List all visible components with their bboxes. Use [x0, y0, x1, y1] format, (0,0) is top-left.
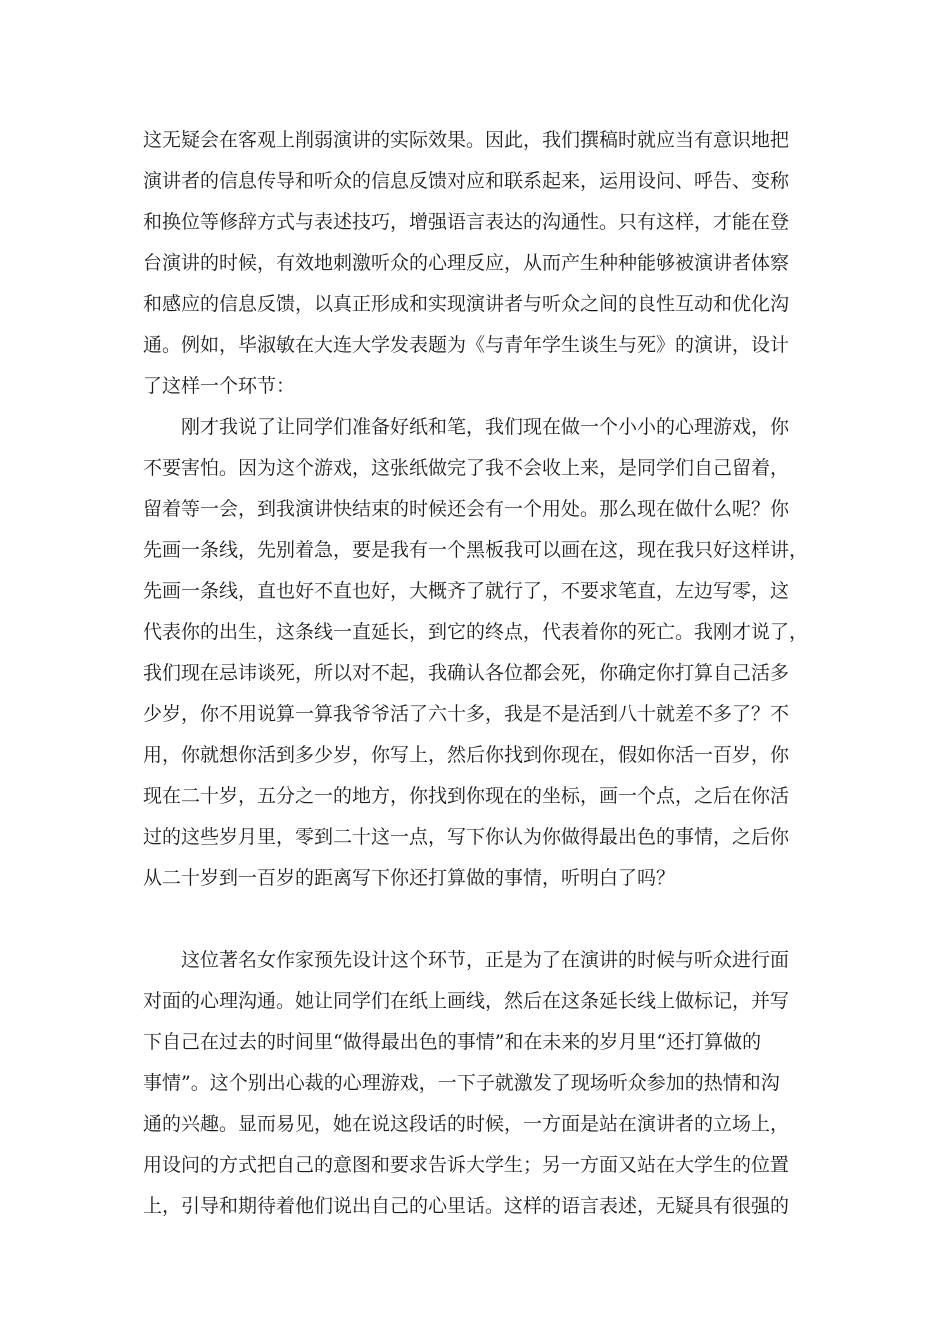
- paragraph-1-line: 通。例如，毕淑敏在大连大学发表题为《与青年学生谈生与死》的演讲，设计: [143, 334, 790, 356]
- quote-line: 现在二十岁，五分之一的地方，你找到你现在的坐标，画一个点，之后在你活: [143, 785, 790, 807]
- paragraph-1-line: 了这样一个环节：: [143, 375, 296, 397]
- quote-line: 我们现在忌讳谈死，所以对不起，我确认各位都会死，你确定你打算自己活多: [143, 662, 790, 684]
- quote-line: 从二十岁到一百岁的距离写下你还打算做的事情，听明白了吗？: [143, 867, 676, 889]
- paragraph-2-line: 对面的心理沟通。她让同学们在纸上画线，然后在这条延长线上做标记，并写: [143, 990, 790, 1012]
- paragraph-2-line: 通的兴趣。显而易见，她在说这段话的时候，一方面是站在演讲者的立场上，: [143, 1113, 790, 1135]
- quote-line: 先画一条线，先别着急，要是我有一个黑板我可以画在这，现在我只好这样讲，: [143, 539, 809, 561]
- paragraph-1-line: 这无疑会在客观上削弱演讲的实际效果。因此，我们撰稿时就应当有意识地把: [143, 129, 790, 151]
- paragraph-2-line: 上，引导和期待着他们说出自己的心里话。这样的语言表述，无疑具有很强的: [143, 1195, 790, 1217]
- paragraph-1-line: 和换位等修辞方式与表述技巧，增强语言表达的沟通性。只有这样，才能在登: [143, 211, 790, 233]
- paragraph-1-line: 和感应的信息反馈，以真正形成和实现演讲者与听众之间的良性互动和优化沟: [143, 293, 790, 315]
- quote-line: 留着等一会，到我演讲快结束的时候还会有一个用处。那么现在做什么呢？你: [143, 498, 790, 520]
- quote-line: 过的这些岁月里，零到二十这一点，写下你认为你做得最出色的事情，之后你: [143, 826, 790, 848]
- paragraph-1-line: 台演讲的时候，有效地刺激听众的心理反应，从而产生种种能够被演讲者体察: [143, 252, 790, 274]
- paragraph-2-line: 这位著名女作家预先设计这个环节，正是为了在演讲的时候与听众进行面: [181, 949, 790, 971]
- quote-line: 刚才我说了让同学们准备好纸和笔，我们现在做一个小小的心理游戏，你: [181, 416, 790, 438]
- quote-line: 用，你就想你活到多少岁，你写上，然后你找到你现在，假如你活一百岁，你: [143, 744, 790, 766]
- paragraph-2-line: 用设问的方式把自己的意图和要求告诉大学生；另一方面又站在大学生的位置: [143, 1154, 790, 1176]
- paragraph-1-line: 演讲者的信息传导和听众的信息反馈对应和联系起来，运用设问、呼告、变称: [143, 170, 790, 192]
- quote-line: 不要害怕。因为这个游戏，这张纸做完了我不会收上来，是同学们自己留着，: [143, 457, 790, 479]
- paragraph-2-line: 事情”。这个别出心裁的心理游戏，一下子就激发了现场听众参加的热情和沟: [143, 1072, 780, 1094]
- quote-line: 少岁，你不用说算一算我爷爷活了六十多，我是不是活到八十就差不多了？不: [143, 703, 790, 725]
- paragraph-2-line: 下自己在过去的时间里“做得最出色的事情”和在未来的岁月里“还打算做的: [143, 1031, 762, 1053]
- quote-line: 先画一条线，直也好不直也好，大概齐了就行了，不要求笔直，左边写零，这: [143, 580, 790, 602]
- quote-line: 代表你的出生，这条线一直延长，到它的终点，代表着你的死亡。我刚才说了，: [143, 621, 809, 643]
